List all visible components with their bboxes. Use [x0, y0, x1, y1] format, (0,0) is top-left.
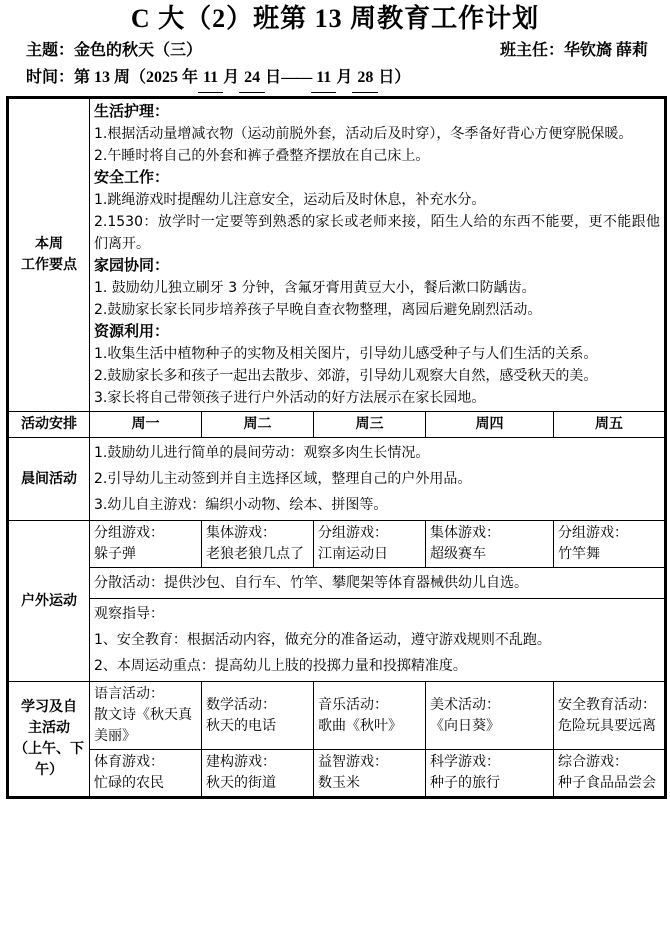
- outdoor-game-tuesday-name: 老狼老狼几点了: [206, 546, 304, 562]
- page-title: C 大（2）班第 13 周教育工作计划: [130, 4, 540, 33]
- outdoor-game-thursday: [426, 521, 554, 568]
- learning-monday-am: [90, 682, 202, 750]
- morning-line-2: 2.引导幼儿主动签到并自主选择区域，整理自己的户外用品。: [94, 471, 472, 487]
- learning-tuesday-am: [202, 682, 314, 750]
- table-row-learning-afternoon: [8, 750, 666, 798]
- outdoor-game-tuesday-type: 集体游戏：: [206, 525, 276, 541]
- theme-value: 金色的秋天（三）: [74, 42, 203, 59]
- learning-thursday-am: [426, 682, 554, 750]
- table-row-outdoor-guidance: [8, 599, 666, 682]
- outdoor-game-thursday-type: 集体游戏：: [430, 525, 500, 541]
- learning-thursday-pm: [426, 750, 554, 798]
- time-label: 时间：: [26, 69, 75, 86]
- learning-label-line1: 学习及自: [21, 699, 77, 715]
- resources-line-2: 2.鼓励家长多和孩子一起出去散步、郊游，引导幼儿观察大自然，感受秋天的美。: [94, 368, 598, 384]
- learning-monday-pm: [90, 750, 202, 798]
- learning-wednesday-pm: [314, 750, 426, 798]
- learning-monday-pm-name: 忙碌的农民: [94, 775, 164, 791]
- month-unit-1: 月: [223, 69, 240, 86]
- outdoor-game-wednesday-type: 分组游戏：: [318, 525, 388, 541]
- outdoor-game-thursday-name: 超级赛车: [430, 546, 486, 562]
- section-heading-home-school: 家园协同：: [94, 258, 170, 274]
- month-unit-2: 月: [336, 69, 353, 86]
- resources-line-3: 3.家长将自己带领孩子进行户外活动的好方法展示在家长园地。: [94, 390, 486, 406]
- schedule-label: 活动安排: [8, 412, 90, 438]
- learning-wednesday-am-type: 音乐活动：: [318, 696, 388, 713]
- row-label-learning: [8, 682, 90, 798]
- section-heading-care: 生活护理：: [94, 104, 170, 120]
- day-header-wednesday: 周三: [314, 412, 426, 438]
- section-heading-safety: 安全工作：: [94, 170, 170, 186]
- learning-friday-pm-type: 综合游戏：: [558, 754, 628, 770]
- outdoor-guidance-line-1: 1、安全教育：根据活动内容，做充分的准备运动，遵守游戏规则不乱跑。: [94, 632, 551, 648]
- weekly-focus-content: [90, 98, 666, 412]
- outdoor-game-monday-type: 分组游戏：: [94, 525, 164, 541]
- learning-tuesday-pm-name: 秋天的街道: [206, 775, 276, 791]
- outdoor-guidance-heading: 观察指导：: [94, 606, 164, 622]
- outdoor-guidance-line-2: 2、本周运动重点：提高幼儿上肢的投掷力量和投掷精准度。: [94, 658, 467, 674]
- end-month: 11: [311, 64, 336, 93]
- table-row-outdoor-scattered: [8, 568, 666, 599]
- home-school-line-1: 1. 鼓励幼儿独立刷牙 3 分钟，含氟牙膏用黄豆大小，餐后漱口防龋齿。: [94, 280, 536, 296]
- outdoor-scattered-text: 分散活动：提供沙包、自行车、竹竿、攀爬架等体育器械供幼儿自选。: [94, 575, 528, 591]
- learning-wednesday-am-name: 歌曲《秋叶》: [318, 717, 402, 734]
- teacher-label: 班主任：: [499, 42, 564, 59]
- care-line-2: 2.午睡时将自己的外套和裤子叠整齐摆放在自己床上。: [94, 148, 430, 164]
- meta-row-theme-teacher: [6, 38, 664, 64]
- safety-line-1: 1.跳绳游戏时提醒幼儿注意安全，运动后及时休息，补充水分。: [94, 192, 486, 208]
- weekly-focus-label-line2: 工作要点: [21, 257, 77, 273]
- day-unit-1: 日: [265, 69, 282, 86]
- row-label-outdoor: 户外运动: [8, 521, 90, 682]
- end-day: 28: [352, 64, 378, 93]
- outdoor-game-friday-type: 分组游戏：: [558, 525, 628, 541]
- learning-tuesday-pm-type: 建构游戏：: [206, 754, 276, 770]
- learning-friday-am-type: 安全教育活动：: [558, 696, 656, 713]
- table-row-learning-morning: [8, 682, 666, 750]
- learning-tuesday-am-name: 秋天的电话: [206, 717, 276, 734]
- learning-tuesday-pm: [202, 750, 314, 798]
- row-label-morning: 晨间活动: [8, 438, 90, 521]
- table-row-weekly-focus: [8, 98, 666, 412]
- teacher-value: 华钦旖 薛莉: [563, 42, 648, 59]
- learning-wednesday-pm-name: 数玉米: [318, 775, 360, 791]
- learning-friday-am: [554, 682, 666, 750]
- outdoor-game-wednesday-name: 江南运动日: [318, 546, 388, 562]
- learning-monday-pm-type: 体育游戏：: [94, 754, 164, 770]
- weekly-focus-label-line1: 本周: [35, 236, 63, 252]
- start-day: 24: [239, 64, 265, 93]
- weekly-plan-table: [6, 96, 667, 799]
- outdoor-game-tuesday: [202, 521, 314, 568]
- home-school-line-2: 2.鼓励家长家长同步培养孩子早晚自查衣物整理，离园后避免剧烈活动。: [94, 302, 542, 318]
- time-week: 第 13 周（2025 年: [74, 69, 199, 86]
- teacher-field: [500, 38, 648, 64]
- learning-friday-pm-name: 种子食品品尝会: [558, 775, 656, 791]
- learning-thursday-am-type: 美术活动：: [430, 696, 500, 713]
- morning-line-1: 1.鼓励幼儿进行简单的晨间劳动：观察多肉生长情况。: [94, 445, 430, 461]
- theme-label: 主题：: [26, 42, 75, 59]
- outdoor-game-monday: [90, 521, 202, 568]
- learning-wednesday-am: [314, 682, 426, 750]
- learning-label-line2: 主活动: [28, 720, 70, 736]
- outdoor-game-wednesday: [314, 521, 426, 568]
- table-row-outdoor-games: [8, 521, 666, 568]
- learning-label-line3: （上午、下午）: [14, 741, 84, 778]
- safety-line-2: 2.1530：放学时一定要等到熟悉的家长或老师来接，陌生人给的东西不能要，更不能跟他们离开。: [94, 214, 660, 252]
- table-row-day-header: [8, 412, 666, 438]
- outdoor-guidance-content: [90, 599, 666, 682]
- row-label-weekly-focus: [8, 98, 90, 412]
- day-header-friday: 周五: [554, 412, 666, 438]
- theme-field: [26, 38, 202, 64]
- learning-friday-am-name: 危险玩具要远离: [558, 717, 656, 734]
- document-page: [0, 2, 670, 946]
- resources-line-1: 1.收集生活中植物种子的实物及相关图片，引导幼儿感受种子与人们生活的关系。: [94, 346, 598, 362]
- outdoor-scattered-content: [90, 568, 666, 599]
- learning-tuesday-am-type: 数学活动：: [206, 696, 276, 713]
- day-header-monday: 周一: [90, 412, 202, 438]
- meta-row-time: [6, 64, 664, 93]
- section-heading-resources: 资源利用：: [94, 324, 170, 340]
- day-header-tuesday: 周二: [202, 412, 314, 438]
- table-row-morning-activities: [8, 438, 666, 521]
- morning-content: [90, 438, 666, 521]
- morning-line-3: 3.幼儿自主游戏：编织小动物、绘本、拼图等。: [94, 497, 388, 513]
- learning-monday-am-type: 语言活动：: [94, 686, 164, 702]
- learning-thursday-pm-name: 种子的旅行: [430, 775, 500, 791]
- learning-monday-am-name: 散文诗《秋天真美丽》: [94, 707, 192, 744]
- learning-friday-pm: [554, 750, 666, 798]
- day-header-thursday: 周四: [426, 412, 554, 438]
- outdoor-game-friday: [554, 521, 666, 568]
- outdoor-game-monday-name: 躲子弹: [94, 546, 136, 562]
- care-line-1: 1.根据活动量增减衣物（运动前脱外套，活动后及时穿），冬季备好背心方便穿脱保暖。: [94, 126, 633, 142]
- start-month: 11: [198, 64, 223, 93]
- time-tail: 日）: [378, 69, 411, 86]
- outdoor-game-friday-name: 竹竿舞: [558, 546, 600, 562]
- date-range-dash: ——: [281, 69, 312, 86]
- learning-thursday-am-name: 《向日葵》: [430, 717, 500, 734]
- learning-wednesday-pm-type: 益智游戏：: [318, 754, 388, 770]
- learning-thursday-pm-type: 科学游戏：: [430, 754, 500, 770]
